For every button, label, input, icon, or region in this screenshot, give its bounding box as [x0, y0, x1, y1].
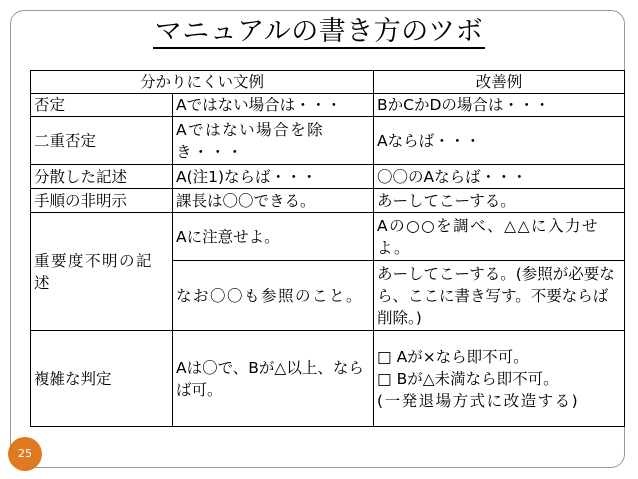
table-row: [31, 189, 625, 213]
bad-example-cell: なお〇〇も参照のこと。: [173, 261, 374, 331]
improved-example-cell: あーしてこーする。(参照が必要なら、ここに書き写す。不要ならば削除。): [374, 261, 625, 331]
table-row: [31, 94, 625, 117]
header-bad-example: 分かりにくい文例: [31, 71, 374, 94]
row-label: 手順の非明示: [31, 189, 173, 213]
table-row: [31, 165, 625, 189]
page-number-badge: 25: [8, 437, 42, 471]
table-row: [31, 331, 625, 427]
improved-line: (一発退場方式に改造する): [377, 391, 580, 410]
slide-title-text: マニュアルの書き方のツボ: [154, 16, 484, 47]
bad-example-cell: 課長は〇〇できる。: [173, 189, 374, 213]
row-label: 二重否定: [31, 117, 173, 165]
header-improved-example: 改善例: [374, 71, 625, 94]
bad-example-cell: A(注1)ならば・・・: [173, 165, 374, 189]
table-header-row: [31, 71, 625, 94]
improved-example-cell: 〇〇のAならば・・・: [374, 165, 625, 189]
table-row: [31, 213, 625, 261]
improved-example-cell: あーしてこーする。: [374, 189, 625, 213]
table-row: [31, 117, 625, 165]
row-label: 否定: [31, 94, 173, 117]
slide-title: [0, 14, 638, 50]
bad-example-cell: Aではない場合を除き・・・: [173, 117, 374, 165]
improved-example-cell: [374, 331, 625, 427]
comparison-table: [30, 70, 625, 427]
improved-line: □ Bが△未満なら即不可。: [377, 369, 559, 388]
improved-example-cell: BかCかDの場合は・・・: [374, 94, 625, 117]
improved-example-cell: Aならば・・・: [374, 117, 625, 165]
row-label: 分散した記述: [31, 165, 173, 189]
bad-example-cell: Aに注意せよ。: [173, 213, 374, 261]
bad-example-cell: Aは〇で、Bが△以上、ならば可。: [173, 331, 374, 427]
improved-line: □ Aが×なら即不可。: [377, 347, 529, 366]
row-label: 重要度不明の記述: [31, 213, 173, 331]
row-label: 複雑な判定: [31, 331, 173, 427]
improved-example-cell: Aの○○を調べ、△△に入力せよ。: [374, 213, 625, 261]
bad-example-cell: Aではない場合は・・・: [173, 94, 374, 117]
